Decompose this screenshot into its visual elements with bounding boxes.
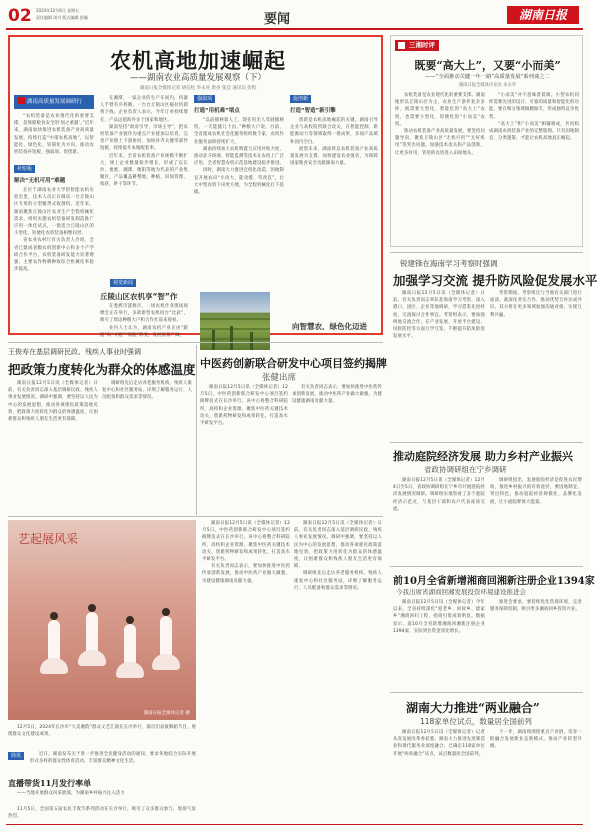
brief-title: 直播带货11月发行率单 <box>8 778 92 788</box>
civil-col-3: 湖南日报12月5日讯（全媒体记者）日前，有关负责同志深入基层调研民政、残疾人事业发展情况。调研中强调，要坚持以人民为中心的发展思想，推动各项惠民政策落地见效，把政策力度转化为群众的体感温度，让困难群众和残疾人朋友生活更有保障。 调研组先后走访养老服务机构、残疾人康复中心和社区服务站，详细了解服务运行、人员配备和群众需求等情况。 <box>294 521 382 591</box>
subhead-tag-2: 强弱项 <box>194 95 215 103</box>
brief-text: 近日，湖南发布关于进一步推进全民健身活动的通知，要求各地结合实际开展形式多样的群众性体育活动，丰富群众精神文化生活。 <box>30 752 196 765</box>
lead-reporters: 湖南日报全媒体记者 胡信松 李永亮 唐亮 张佳 通讯员 彭程 <box>139 86 257 91</box>
dancer-skirt <box>40 658 68 674</box>
field-row <box>200 338 270 340</box>
lead-closing: 向智慧农、绿色化迈进 <box>292 322 367 331</box>
divider <box>390 442 583 443</box>
civil-col-1: 湖南日报12月5日讯（全媒体记者）日前，有关负责同志深入基层调研民政、残疾人事业发展情况。调研中强调，要坚持以人民为中心的发展思想，推动各项惠民政策落地见效，把政策力度转化为群众的体感温度，让困难群众和残疾人朋友生活更有保障。 <box>8 381 98 423</box>
divider <box>8 342 383 343</box>
divider <box>390 692 583 693</box>
tcm-subtitle: 张健出席 <box>262 373 297 383</box>
subhead-line-2: 打通“用机难”堵点 <box>194 108 240 114</box>
crop <box>250 332 253 350</box>
header-rule <box>6 28 583 30</box>
tcm-col-1: 湖南日报12月5日讯（全媒体记者）12月5日，中医药创新联合研发中心项目签约揭牌仪式在长沙举行。该中心将整合科研院所、高校和企业资源，聚焦中医药关键技术攻关、创新药物研发和成果转化，打造高水平研发平台。 <box>200 385 288 427</box>
brief-tag: 简讯 <box>8 752 24 760</box>
subhead-line-3: 打造“智造”新引擎 <box>290 108 336 114</box>
divider <box>390 566 583 567</box>
lead-col-4: 在娄底市涟源市，一场农机作业现场观摩会正在举行，多款新型农机同台“比武”，吸引了周边种粮大户和合作社前来观看。 业内人士认为，湖南农机产业正由“跟跑”向“并跑”“领跑”转变，发展前景广阔。 <box>100 304 188 338</box>
visual-news-title: 丘陵山区农机享“智”作 <box>100 292 178 301</box>
divider <box>196 345 197 515</box>
field-row <box>200 328 270 330</box>
subhead-tag-3: 促创新 <box>290 95 311 103</box>
brief-body: 11月5日，全国第五届农民丰收节系列活动在长沙举行，吸引了众多群众参与，现场气氛热烈。 <box>8 807 196 820</box>
study-col-2: 考察期间，考察组还与当地有关部门进行座谈，就深化务实合作、推动优势互补达成共识，双方将在更多领域加强沟通对接，实现互利共赢。 <box>490 291 582 318</box>
date-line: 2024年12月6日 星期五 <box>36 8 80 13</box>
lead-subtitle: ——湖南农业高质量发展观察（下） <box>129 73 266 83</box>
section-name: 要闻 <box>264 12 291 27</box>
subhead-tag-1: 补短板 <box>14 165 35 173</box>
commentary-subtitle: ——“全面推动关键一年一路”高质量发展“系列谈之二 <box>425 74 550 80</box>
editor-line: 责任编辑 周丹 版式编辑 彭毓 <box>36 15 88 20</box>
commentary-title: 既要“高大上”，又要“小而美” <box>414 59 561 72</box>
civil-title: 把政策力度转化为群众的体感温度 <box>8 362 196 377</box>
lead-col-2: 在湘潭，一家企业的生产车间内，机器人手臂有序挥舞，一台台丘陵山区拖拉机即将下线。企业负责人表示，今年订单持续增长，产品远销海外多个国家和地区。 湖南坚持“政府引导、市场主导”，把农机装备产业链作为重点产业链加以培育，完善产业链上下游协同，加快补齐关键零部件短板，持续提升本地配套率。 近年来，全省农机装备产业规模不断扩大，规上企业数量稳步增长，形成了以长沙、娄底、湘潭、衡阳等地为代表的产业集聚区，产品覆盖耕整地、种植、田间管理、收获、烘干等环节。 <box>100 96 188 188</box>
masthead <box>6 4 583 30</box>
brand-logo: 湖南日报 <box>507 6 579 24</box>
subhead-line-1: 解决“无机可用”难题 <box>14 178 66 184</box>
crop <box>212 330 215 350</box>
crop <box>230 326 233 350</box>
field-row <box>200 318 270 320</box>
photo-credit: 湖南日报全媒体记者 摄 <box>143 711 190 716</box>
reg-title: 前10月全省新增湘商回湘新注册企业1394家 <box>393 576 595 587</box>
lead-story <box>8 35 383 338</box>
commentary-byline: 湖南日报全媒体评论员 朱永华 <box>458 83 517 88</box>
feature-caption: 12月5日，2024年长沙市“大美湘韵”群众文艺汇演在长沙举行，演员们表演舞蹈节目，展现群众文化建设成果。 <box>8 725 196 738</box>
page-number: 02 <box>8 6 32 26</box>
reg-col-2: 推进会要求，要持续优化营商环境，完善服务保障机制，吸引更多湘商回乡投资兴业。 <box>490 600 582 613</box>
series-banner <box>14 95 94 109</box>
divider <box>390 252 583 253</box>
civil-kicker: 王俊寿在基层调研民政、残疾人事业时强调 <box>8 348 141 356</box>
tcm-title: 中医药创新联合研发中心项目签约揭牌 <box>200 357 387 370</box>
reg-col-1: 湖南日报12月5日讯（全媒体记者）今年以来，全省持续深化“迎老乡、回故乡、建家乡”湘商回归工程，招商引资成效明显。数据显示，前10月全省新增湘商回湘新注册企业1394家，实际到位资金同比增长。 <box>393 600 485 634</box>
rural-subtitle: 省政协调研组在宁乡调研 <box>424 465 507 474</box>
study-title: 加强学习交流 提升防风险促发展水平 <box>393 273 597 288</box>
tcm-col-3: 湖南日报12月5日讯（全媒体记者）12月5日，中医药创新联合研发中心项目签约揭牌仪式在长沙举行。该中心将整合科研院所、高校和企业资源，聚焦中医药关键技术攻关、创新药物研发和成果转化，打造高水平研发平台。 有关负责同志表示，要加快推进中医药传承创新发展，推动中医药产业做大做强，为建设健康湖南贡献力量。 <box>202 521 290 584</box>
commentary-col-2: “小而美”并不意味着低端。小型农机同样需要先进的设计、可靠的质量和智能化的功能，要在细分领域做精做专，形成独特竞争优势。 “高大上”和“小而美”相辅相成，共同构成湖南农机装备产业的完整版图。只有因地制宜、分类施策，才能让农机高地真正崛起。 <box>489 93 579 142</box>
commentary-col-1: 农机装备是农业现代化的重要支撑。湖南地形以丘陵山区为主，农业生产条件复杂多样，既需要大型化、智能化的“高大上”农机，也需要小型化、轻便化的“小而美”农机。 推动农机装备产业高质量发展，要坚持问题导向，聚焦丘陵山区“无机可用”“无好机用”等突出问题，加强技术攻关和产品创新，让更多好用、管用的农机进入田间地头。 <box>395 93 485 156</box>
footer-rule <box>6 824 583 825</box>
series-icon <box>18 97 25 104</box>
dance-photo <box>8 520 196 720</box>
integ-subtitle: 118家单位试点，数量居全国前列 <box>420 717 532 726</box>
lead-intro: “农机装备是农业现代化的重要支撑，是保障粮食安全的‘国之重器’。”近年来，湖南加快推进农机装备产业高质量发展，持续打造“中部农机高地”，以智能化、绿色化、轻简化为方向，推动农机装备补短板、强弱项、促创新。 <box>14 114 94 156</box>
lead-col-3: “以前插秧靠人工，现在用无人驾驶插秧机，一天能插几十亩。”种粮大户说。目前，全省建成农机社会化服务组织数千家，农机作业服务面积持续扩大。 湖南持续加大农机购置与应用补贴力度，推动北斗终端、智能监测等技术在农机上广泛应用，全省智慧农机示范基地建设稳步推进。 同时，湖南大力推进宜机化改造，因地制宜开展农田“小改大、陡改缓、弯改直”，让大中型农机下田更方便，为全程机械化打下基础。 <box>194 118 284 196</box>
feature-logo: 艺起展风采 <box>18 532 79 546</box>
integ-col-1: 湖南日报12月5日讯（全媒体记者）记者从省发展改革委获悉，湖南大力推进先进制造业和现代服务业深度融合，已确定118家单位开展“两业融合”试点，试点数量居全国前列。 <box>393 730 485 757</box>
lead-col-1: 在位于湖南农业大学的智能农机实验室里，技术人员正在调试一台丘陵山区专用的小型履带式收割机。近年来，湖南聚焦丘陵山区农业生产全程机械化需求，组织实施农机装备研发制造推广应用一体化试点，一批适合丘陵山区的小型化、轻便化农机装备相继问世。 省农业农村厅有关负责人介绍，全省已建成省级农机创新中心和多个产学研合作平台，农机装备研发能力显著增强，主要农作物耕种收综合机械化率稳步提高。 <box>14 188 94 273</box>
commentary-box <box>390 35 583 247</box>
brief-sub: ——当地开展群众风采展演，为湖南乡村振兴注入活力 <box>17 791 125 796</box>
rural-col-2: 调研组指出，发展庭院经济是促进农民增收、推进乡村振兴的有效途径，要因地制宜、突出特色，推动庭院经济规模化、品牌化发展，让小庭院释放大能量。 <box>490 478 582 505</box>
dancer-skirt <box>78 650 106 666</box>
civil-col-2: 调研组先后走访养老服务机构、残疾人康复中心和社区服务站，详细了解服务运行、人员配备和群众需求等情况。 <box>102 381 192 401</box>
rural-title: 推动庭院经济发展 助力乡村产业振兴 <box>393 450 573 463</box>
integ-col-2: 下一步，湖南将围绕重点产业链，培育一批融合发展新业态新模式，推动产业转型升级。 <box>490 730 582 750</box>
dancer-skirt <box>152 654 180 670</box>
rural-col-1: 湖南日报12月5日讯（全媒体记者）12月4日至5日，省政协调研组在宁乡市开展庭院经济发展情况调研。调研组实地察看了多个庭院经济示范点，与基层干部和农户代表座谈交流。 <box>393 478 485 512</box>
commentary-label: 三湘时评 <box>395 40 439 51</box>
visual-news-tag: 视觉新闻 <box>110 279 136 287</box>
study-kicker: 锐建锋在海南学习考察时强调 <box>400 259 498 268</box>
integ-title: 湖南大力推进“两业融合” <box>406 701 540 715</box>
tcm-col-2: 有关负责同志表示，要加快推进中医药传承创新发展，推动中医药产业做大做强，为建设健康湖南贡献力量。 <box>292 385 382 405</box>
reg-subtitle: 今我出席省湖商回湘发展投资环境建设推进会 <box>396 588 526 596</box>
lead-title: 农机高地加速崛起 <box>110 48 286 73</box>
divider <box>8 516 383 517</box>
study-col-1: 湖南日报12月5日讯（全媒体记者）日前，有关负责同志率队赴海南学习考察，深入港口、园区、企业等地调研，学习借鉴先进经验，交流探讨合作事宜。考察组表示，要加强两地交流合作，在产业发展、开放平台建设、风险防控等方面互学互鉴，不断提升防风险促发展水平。 <box>393 291 485 340</box>
series-banner-text: 湖南高质量发展调研行 <box>27 99 83 105</box>
lead-col-5: 创新是农机高地崛起的关键。湖南引导企业与高校院所联合攻关，在智能控制、新能源动力等领域取得一批成果，多项产品填补国内空白。 展望未来，湖南将以农机装备产业高质量发展为支撑，加快建设农业强省，为保障国家粮食安全贡献湖南力量。 <box>290 118 378 167</box>
dancer-skirt <box>116 662 144 678</box>
